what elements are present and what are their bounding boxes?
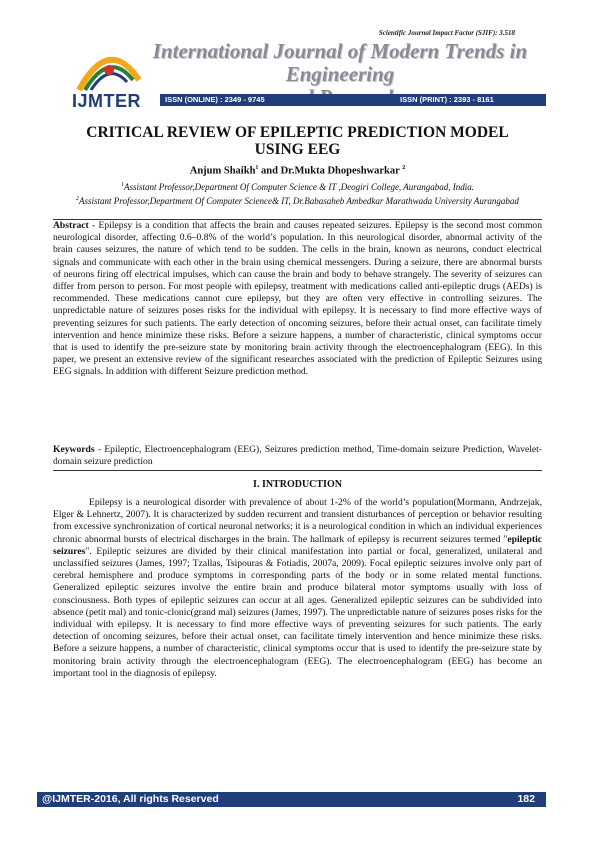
authors bbox=[60, 165, 535, 177]
paper-title bbox=[60, 124, 535, 158]
affiliation-2-sup: 2 bbox=[76, 196, 80, 202]
affiliation-1-sup: 1 bbox=[120, 182, 124, 188]
affiliation-1 bbox=[60, 180, 535, 193]
paper-title-line2: USING EEG bbox=[254, 141, 341, 158]
keywords-text: - Epileptic, Electroencephalogram (EEG), Seizures prediction method, Time-domain seizure Prediction, Wavelet-domain seizure prediction bbox=[53, 444, 542, 468]
section-heading-introduction: I. INTRODUCTION bbox=[253, 479, 342, 490]
author-2-sup: 2 bbox=[402, 165, 406, 171]
introduction-body bbox=[53, 497, 542, 680]
abstract-label: Abstract bbox=[53, 220, 89, 231]
paper-title-line1: CRITICAL REVIEW OF EPILEPTIC PREDICTION MODEL bbox=[86, 124, 509, 141]
issn-online: ISSN (ONLINE) : 2349 - 9745 bbox=[165, 95, 265, 104]
introduction-bold-term: epileptic seizures bbox=[53, 533, 542, 557]
keywords-label: Keywords bbox=[53, 444, 95, 455]
logo-text: IJMTER bbox=[72, 91, 142, 111]
introduction-text-a: Epilepsy is a neurological disorder with prevalence of about 1-2% of the world’s population(Mormann, Andrzejak, Elger & Lehnertz, 2007). It is characterized by sudden recurrent and transient disturbances of perception or behavior resulting from excessive synchronization of cortical neuronal networks; it is a neurological condition in which an individual experiences chronic abnormal bursts of electrical discharges in the brain. The hallmark of epilepsy is recurrent seizures termed " bbox=[53, 497, 542, 545]
footer-copyright: @IJMTER-2016, All rights Reserved bbox=[42, 793, 219, 805]
author-1: Anjum Shaikh bbox=[189, 165, 256, 177]
affiliation-1-text: Assistant Professor,Department Of Computer Science & IT ,Deogiri College, Aurangabad, India. bbox=[123, 182, 475, 192]
abstract-text: - Epilepsy is a condition that affects the brain and causes repeated seizures. Epilepsy is the second most common neurological disorder, affecting 0.6–0.8% of the world’s population. In this neurological disorder, abnormal activity of the brain causes seizures, the nature of which tend to be sudden. The cells in the brain, known as neurons, conduct electrical signals and communicate with each other in the brain using chemical messengers. During a seizure, there are abnormal bursts of neurons firing off electrical impulses, which can cause the brain and body to behave strangely. The severity of seizures can differ from person to person. For most people with epilepsy, treatment with medications called anti-epileptic drugs (AEDs) is recommended. These medications cannot cure epilepsy, but they are often very effective in controlling seizures. The unpredictable nature of seizures poses risks for the individual with epilepsy. It is necessary to find more effective ways of preventing seizures for such patients. The early detection of oncoming seizures, before their actual onset, can facilitate timely intervention and hence minimize these risks. Before a seizure happens, a number of characteristic, clinical symptoms occur that is used to identify the pre-seizure state by monitoring brain activity through the electroencephalogram (EEG). In this paper, we present an extensive review of the significant researches associated with the prediction of Epileptic Seizures using EEG signals. In addition with different Seizure prediction method. bbox=[53, 220, 542, 378]
impact-factor: Scientific Journal Impact Factor (SJIF): 3.518 bbox=[378, 29, 515, 37]
introduction-text-b: ". Epileptic seizures are divided by their clinical manifestation into partial or focal, generalized, unilateral and unclassified seizures (James, 1997; Tzallas, Tsipouras & Fotiadis, 2007a, 2009). Focal epileptic seizures involve only part of cerebral hemisphere and produce symptoms in corresponding parts of the body or in some related mental functions. Generalized epileptic seizures involve the entire brain and produce bilateral motor symptoms usually with loss of consciousness. Both types of epileptic seizures can occur at all ages. Generalized epileptic seizures can be subdivided into absence (petit mal) and tonic-clonic(grand mal) seizures (James, 1997). The unpredictable nature of seizures poses risks for the individual with epilepsy. It is necessary to find more effective ways of preventing seizures for such patients. The early detection of oncoming seizures, before their actual onset, can facilitate timely intervention and hence minimize these risks. Before a seizure happens, a number of characteristic, clinical symptoms occur that is used to identify the pre-seizure state by monitoring brain activity through the electroencephalogram (EEG). The electroencephalogram (EEG) has become an important tool in the diagnosis of epilepsy. bbox=[53, 545, 542, 679]
issn-print: ISSN (PRINT) : 2393 - 8161 bbox=[400, 95, 494, 104]
author-1-sup: 1 bbox=[255, 165, 259, 171]
footer-page-number: 182 bbox=[517, 793, 535, 805]
abstract bbox=[53, 220, 542, 379]
keywords-bottom-rule bbox=[53, 470, 542, 471]
journal-title-line1: International Journal of Modern Trends in Engineering bbox=[152, 39, 528, 86]
keywords bbox=[53, 444, 542, 468]
affiliation-2 bbox=[60, 194, 535, 207]
author-and: and bbox=[258, 165, 281, 177]
affiliation-2-text: Assistant Professor,Department Of Computer Science& IT, Dr.Babasaheb Ambedkar Marathwada University Aurangabad bbox=[79, 196, 519, 206]
author-2: Dr.Mukta Dhopeshwarkar bbox=[280, 165, 400, 177]
